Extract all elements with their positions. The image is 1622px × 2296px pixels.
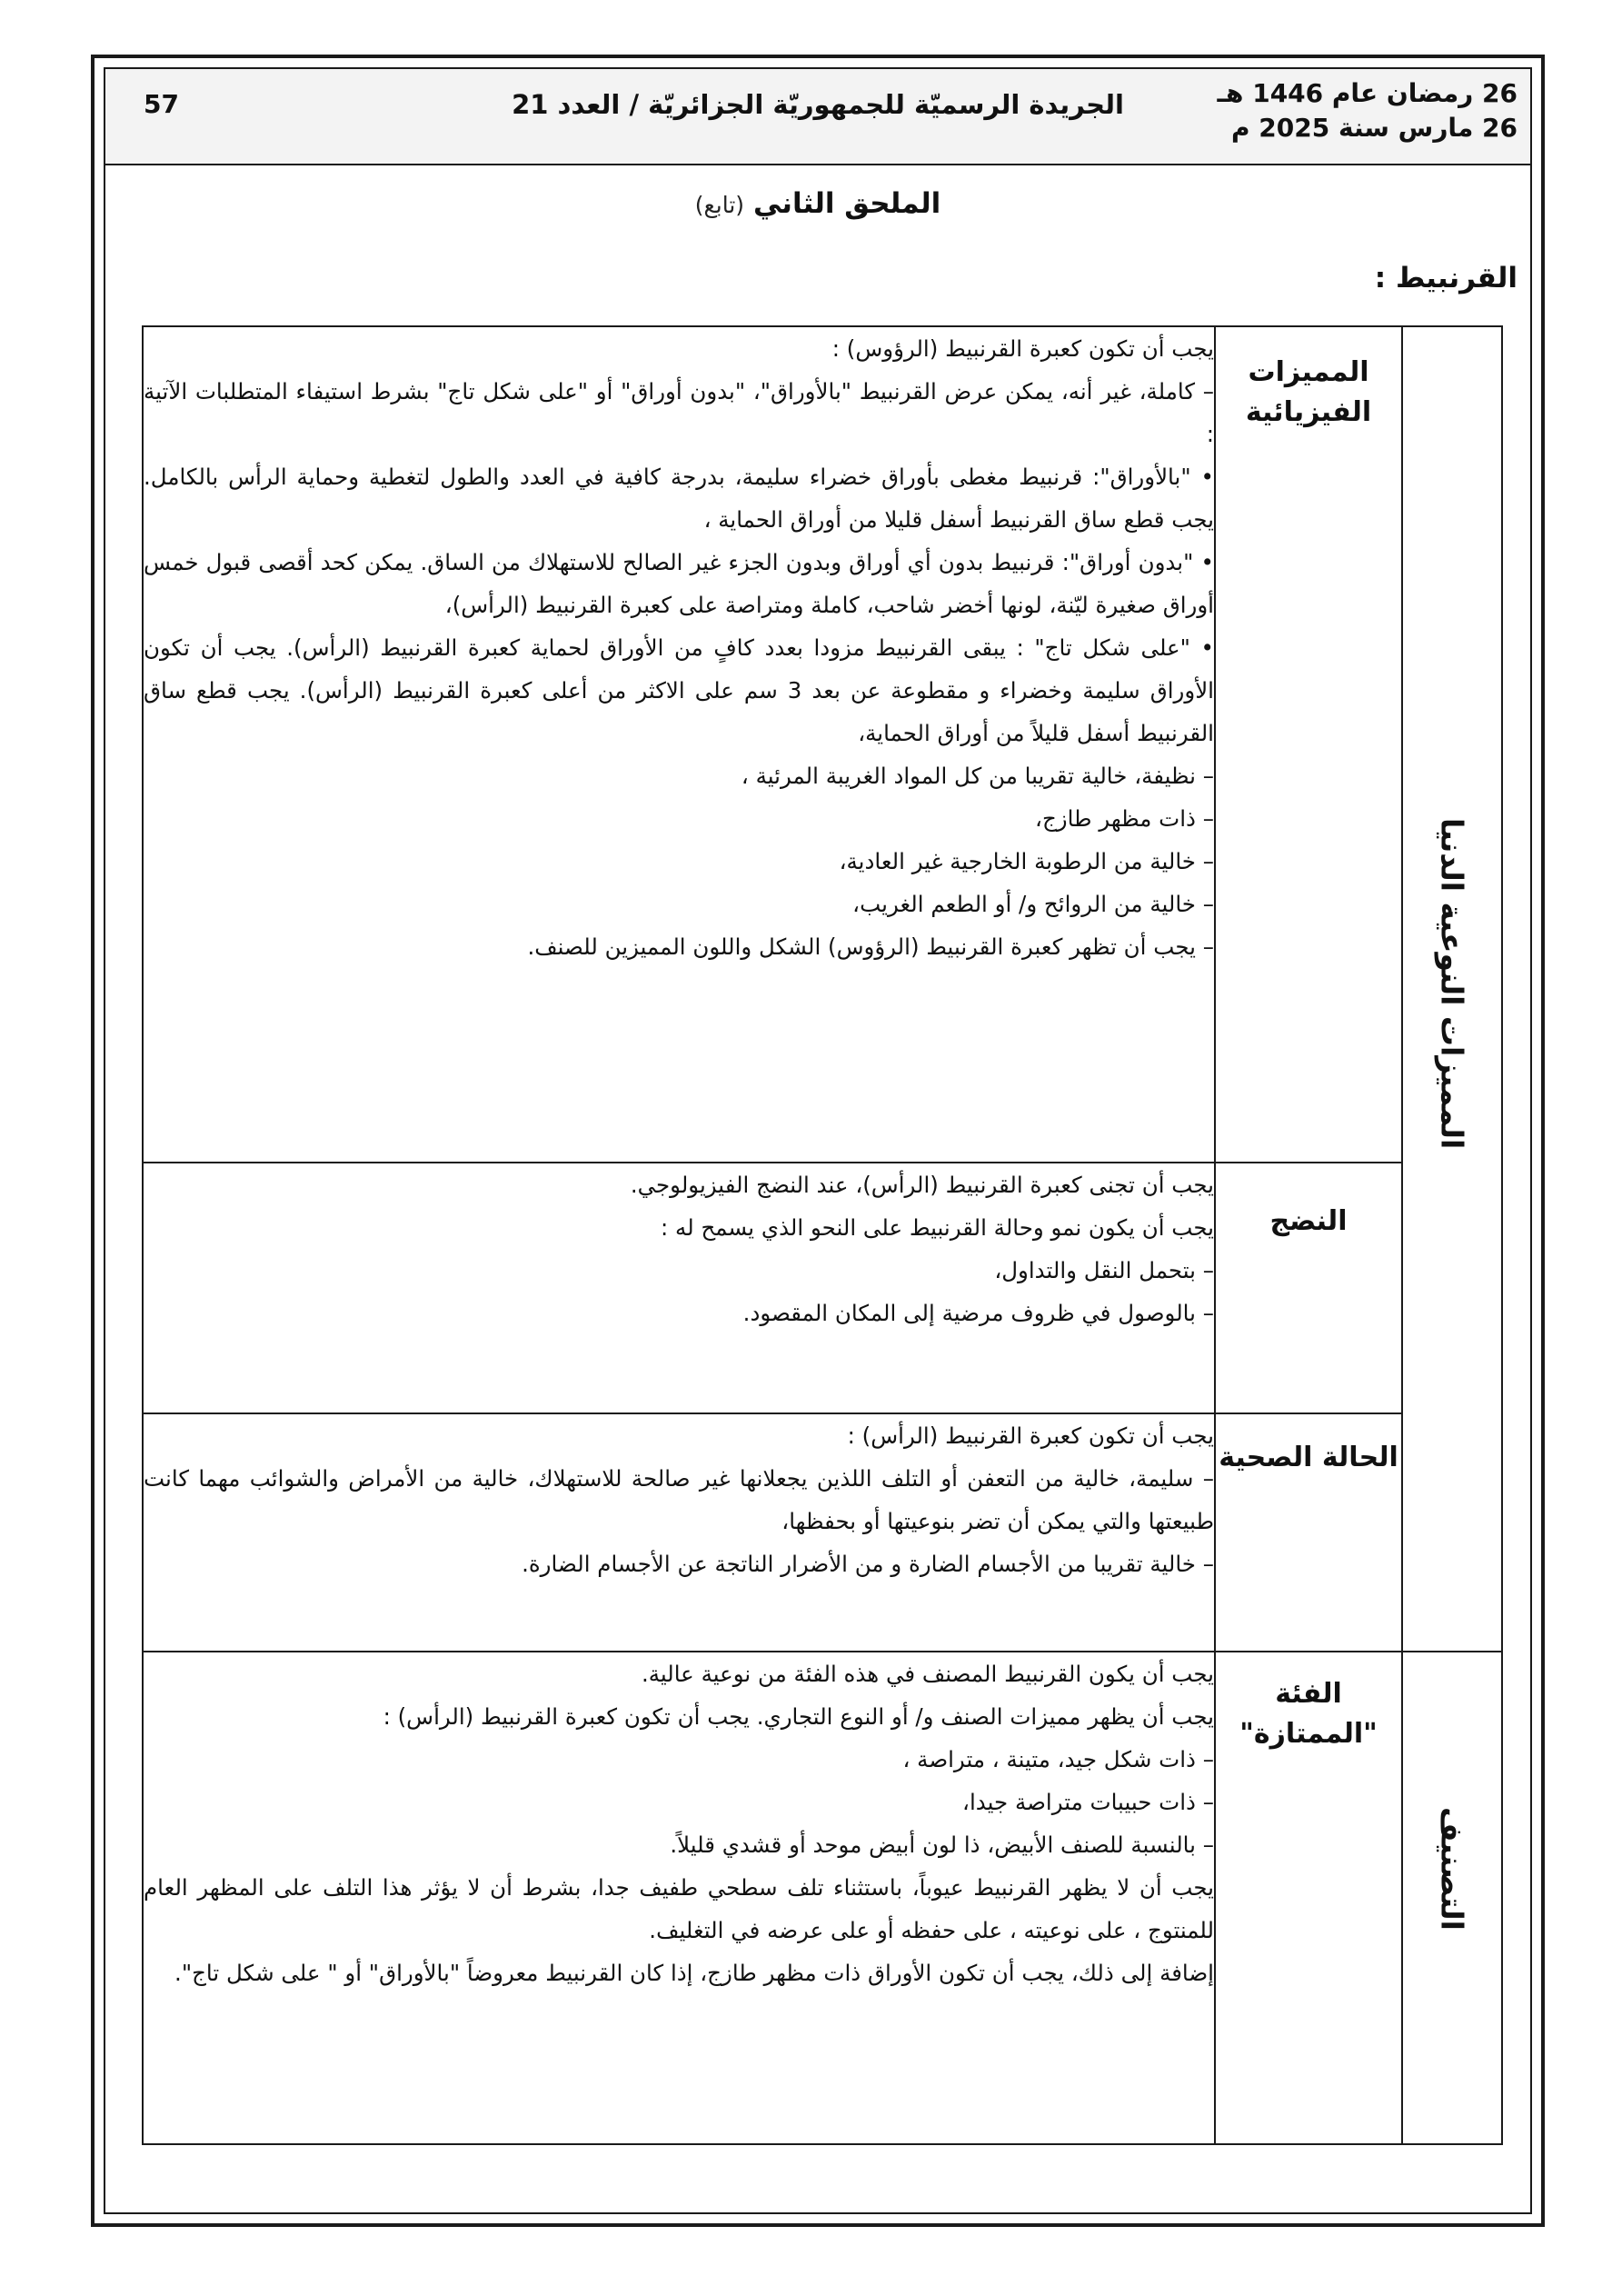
attr-physical-label: المميزات الفيزيائية bbox=[1245, 356, 1372, 428]
line: • "بالأوراق": قرنبيط مغطى بأوراق خضراء سليمة، بدرجة كافية في العدد والطول لتغطية وحماية الرأس بالكامل. يجب قطع ساق القرنبيط أسفل قليلا من أوراق الحماية ، bbox=[144, 455, 1214, 541]
line: – بتحمل النقل والتداول، bbox=[144, 1249, 1214, 1292]
line: يجب أن يظهر مميزات الصنف و/ أو النوع التجاري. يجب أن تكون كعبرة القرنبيط (الرأس) : bbox=[383, 1703, 1214, 1730]
row-extra bbox=[143, 1652, 1502, 2144]
group-min-quality-label: المميزات النوعية الدنيا bbox=[1434, 818, 1470, 1150]
line: – بالوصول في ظروف مرضية إلى المكان المقصود. bbox=[144, 1292, 1214, 1334]
line: يجب أن لا يظهر القرنبيط عيوباً، باستثناء تلف سطحي طفيف جدا، بشرط أن لا يؤثر هذا التلف على المظهر العام للمنتوج ، على نوعيته ، على حفظه أو على عرضه في التغليف. bbox=[144, 1874, 1214, 1943]
annex-title: الملحق الثاني bbox=[752, 187, 941, 220]
line: – خالية من الرطوبة الخارجية غير العادية، bbox=[144, 840, 1214, 883]
content-ripeness bbox=[143, 1163, 1215, 1413]
group-classification bbox=[1402, 1652, 1502, 2144]
line: يجب أن تكون كعبرة القرنبيط (الرأس) : bbox=[847, 1423, 1214, 1449]
attr-ripeness-label: النضج bbox=[1269, 1205, 1348, 1237]
line: يجب أن يكون نمو وحالة القرنبيط على النحو الذي يسمح له : bbox=[661, 1214, 1214, 1241]
content-health bbox=[143, 1413, 1215, 1652]
content-physical bbox=[143, 326, 1215, 1163]
line: إضافة إلى ذلك، يجب أن تكون الأوراق ذات مظهر طازج، إذا كان القرنبيط معروضاً "بالأوراق" أو " على شكل تاج". bbox=[174, 1960, 1214, 1986]
line: – خالية من الروائح و/ أو الطعم الغريب، bbox=[144, 883, 1214, 925]
attr-ripeness bbox=[1215, 1163, 1402, 1413]
attr-physical bbox=[1215, 326, 1402, 1163]
page-number: 57 bbox=[144, 89, 179, 119]
line: – ذات شكل جيد، متينة ، متراصة ، bbox=[144, 1738, 1214, 1781]
line: يجب أن يكون القرنبيط المصنف في هذه الفئة من نوعية عالية. bbox=[641, 1661, 1214, 1687]
line: – خالية تقريبا من الأجسام الضارة و من الأضرار الناتجة عن الأجسام الضارة. bbox=[144, 1542, 1214, 1585]
attr-extra-label: الفئة "الممتازة" bbox=[1239, 1678, 1378, 1750]
line: – يجب أن تظهر كعبرة القرنبيط (الرؤوس) الشكل واللون المميزين للصنف. bbox=[144, 925, 1214, 968]
gregorian-date: 26 مارس سنة 2025 م bbox=[1231, 113, 1518, 143]
line: • "على شكل تاج" : يبقى القرنبيط مزودا بعدد كافٍ من الأوراق لحماية كعبرة القرنبيط (الرأس). يجب أن تكون الأوراق سليمة وخضراء و مقطوعة عن بعد 3 سم على الاكثر من أعلى كعبرة القرنبيط (الرأس). يجب قطع ساق القرنبيط أسفل قليلاً من أوراق الحماية، bbox=[144, 626, 1214, 754]
product-name: القرنبيط : bbox=[1374, 262, 1518, 294]
page-frame bbox=[91, 55, 1545, 2227]
gazette-header bbox=[105, 69, 1530, 165]
row-ripeness bbox=[143, 1163, 1502, 1413]
attr-health bbox=[1215, 1413, 1402, 1652]
annex-heading bbox=[105, 187, 1530, 220]
row-health bbox=[143, 1413, 1502, 1652]
gazette-title: الجريدة الرسميّة للجمهوريّة الجزائريّة / العدد 21 bbox=[512, 89, 1124, 120]
page-inner-frame bbox=[104, 67, 1532, 2214]
line: – ذات حبيبات متراصة جيدا، bbox=[144, 1781, 1214, 1823]
line: يجب أن تجنى كعبرة القرنبيط (الرأس)، عند النضج الفيزيولوجي. bbox=[630, 1172, 1214, 1198]
attr-health-label: الحالة الصحية bbox=[1219, 1442, 1398, 1473]
hijri-date: 26 رمضان عام 1446 هـ bbox=[1217, 78, 1518, 108]
content-extra bbox=[143, 1652, 1215, 2144]
quality-table bbox=[142, 325, 1503, 2145]
line: – سليمة، خالية من التعفن أو التلف اللذين يجعلانها غير صالحة للاستهلاك، خالية من الأمراض والشوائب مهما كانت طبيعتها والتي يمكن أن تضر بنوعيتها أو بحفظها، bbox=[144, 1457, 1214, 1542]
line: – كاملة، غير أنه، يمكن عرض القرنبيط "بالأوراق"، "بدون أوراق" أو "على شكل تاج" بشرط استيفاء المتطلبات الآتية : bbox=[144, 370, 1214, 455]
line: – بالنسبة للصنف الأبيض، ذا لون أبيض موحد أو قشدي قليلاً. bbox=[144, 1823, 1214, 1866]
row-physical bbox=[143, 326, 1502, 1163]
line: – نظيفة، خالية تقريبا من كل المواد الغريبة المرئية ، bbox=[144, 754, 1214, 797]
line: يجب أن تكون كعبرة القرنبيط (الرؤوس) : bbox=[831, 335, 1214, 362]
group-min-quality bbox=[1402, 326, 1502, 1652]
annex-subtitle: (تابع) bbox=[694, 192, 745, 218]
attr-extra bbox=[1215, 1652, 1402, 2144]
group-classification-label: التصنيف bbox=[1434, 1807, 1470, 1931]
line: – ذات مظهر طازج، bbox=[144, 797, 1214, 840]
line: • "بدون أوراق": قرنبيط بدون أي أوراق وبدون الجزء غير الصالح للاستهلاك من الساق. يمكن كحد أقصى قبول خمس أوراق صغيرة ليّنة، لونها أخضر شاحب، كاملة ومتراصة على كعبرة القرنبيط (الرأس)، bbox=[144, 541, 1214, 626]
